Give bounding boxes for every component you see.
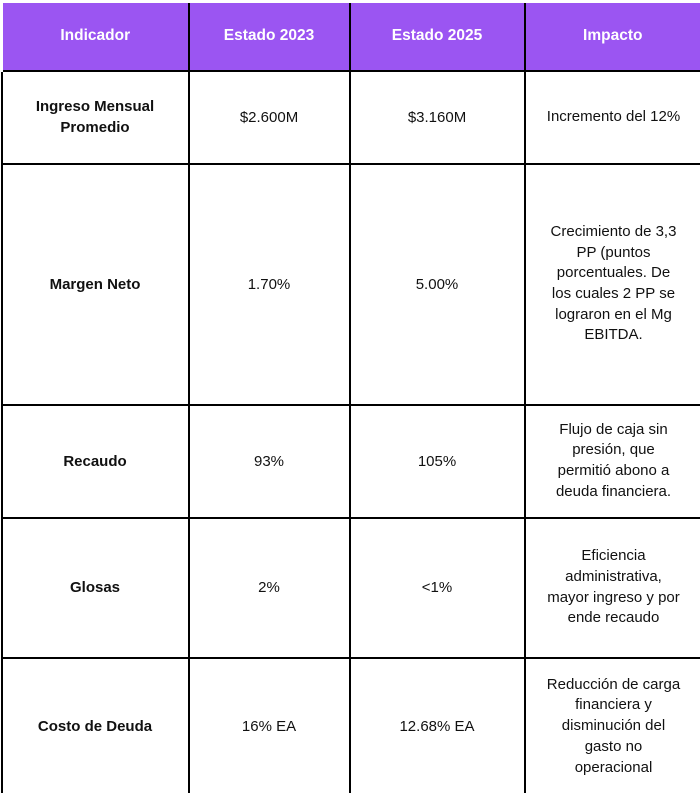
cell-estado-2023: 1.70%	[189, 164, 350, 405]
cell-estado-2025: $3.160M	[350, 71, 525, 164]
table-row	[2, 405, 700, 518]
cell-impacto: Reducción de carga financiera y disminución del gasto no operacional	[525, 658, 700, 793]
header-cell-impacto: Impacto	[525, 2, 700, 71]
header-cell-estado-2023: Estado 2023	[189, 2, 350, 71]
table-row	[2, 71, 700, 164]
table-row	[2, 658, 700, 793]
cell-estado-2025: 105%	[350, 405, 525, 518]
header-row	[2, 2, 700, 71]
table-row	[2, 164, 700, 405]
cell-estado-2023: 16% EA	[189, 658, 350, 793]
cell-estado-2023: $2.600M	[189, 71, 350, 164]
cell-impacto: Crecimiento de 3,3 PP (puntos porcentuales. De los cuales 2 PP se lograron en el Mg EBITDA.	[525, 164, 700, 405]
cell-impacto: Flujo de caja sin presión, que permitió abono a deuda financiera.	[525, 405, 700, 518]
cell-indicador: Costo de Deuda	[2, 658, 189, 793]
cell-indicador: Recaudo	[2, 405, 189, 518]
cell-impacto: Incremento del 12%	[525, 71, 700, 164]
cell-indicador: Glosas	[2, 518, 189, 658]
table-body	[2, 71, 700, 793]
table-header	[2, 2, 700, 71]
cell-estado-2025: <1%	[350, 518, 525, 658]
header-cell-indicador: Indicador	[2, 2, 189, 71]
cell-estado-2025: 5.00%	[350, 164, 525, 405]
cell-estado-2023: 2%	[189, 518, 350, 658]
cell-indicador: Margen Neto	[2, 164, 189, 405]
header-cell-estado-2025: Estado 2025	[350, 2, 525, 71]
table-row	[2, 518, 700, 658]
cell-estado-2025: 12.68% EA	[350, 658, 525, 793]
cell-estado-2023: 93%	[189, 405, 350, 518]
cell-impacto: Eficiencia administrativa, mayor ingreso y por ende recaudo	[525, 518, 700, 658]
cell-indicador: Ingreso Mensual Promedio	[2, 71, 189, 164]
